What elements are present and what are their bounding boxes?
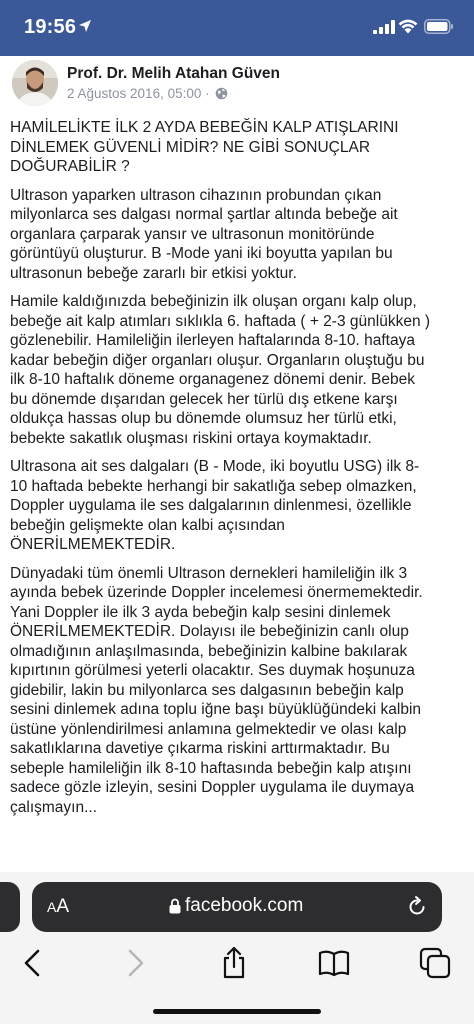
- tabs-icon[interactable]: [417, 945, 453, 981]
- url-text[interactable]: facebook.com: [185, 895, 304, 916]
- post-paragraph: Ultrason yaparken ultrason cihazının probundan çıkan milyonlarca ses dalgası normal şartlar altında bebeğe ait organlara çarparak yansır ve ultrasonun monitöründe görüntüyü oluşturur. B -Mode yani iki boyutta yapılan bu ultrasonun bebeğe zararlı bir etkisi yoktur.: [10, 186, 398, 282]
- share-icon[interactable]: [216, 945, 252, 981]
- post-paragraph: Ultrasona ait ses dalgaları (B - Mode, iki boyutlu USG) ilk 8- 10 haftada bebekte herhangi bir sakatlığa sebep olmazken, Doppler uygulama ile ses dalgalarının dinlenmesi, özellikle bebeğin gelişmekte olan kalbi açısından ÖNERİLMEMEKTEDİR.: [10, 458, 420, 553]
- post-timestamp[interactable]: 2 Ağustos 2016, 05:00 ·: [67, 86, 210, 101]
- post-headline: HAMİLELİKTE İLK 2 AYDA BEBEĞİN KALP ATIŞLARINI DİNLEMEK GÜVENLİ MİDİR? NE GİBİ SONUÇLAR DOĞURABİLİR ?: [10, 119, 399, 175]
- battery-icon: [424, 19, 454, 34]
- avatar-photo-icon: [12, 60, 58, 106]
- browser-bottom-bar: [0, 872, 474, 1024]
- wifi-icon: [398, 19, 418, 34]
- post-body: [10, 118, 466, 826]
- globe-icon: [215, 87, 228, 100]
- post-paragraph: Hamile kaldığınızda bebeğinizin ilk oluşan organı kalp olup, bebeğe ait kalp atımları sıklıkla 6. haftada ( + 2-3 günlükken ) gözlenebilir. Hamileliğin ilerleyen haftalarında 8-10. haftaya kadar bebeğin diğer organları oluşur. Organların oluştuğu bu ilk 8-10 haftalık döneme organagenez dönemi denir. Bebek bu dönemde dışarıdan gelecek her türlü dış etkene karşı oldukça hassas olup bu dönemde olumsuz her türlü etki, bebekte sakatlık oluşması riskini ortaya koymaktadır.: [10, 293, 431, 447]
- author-name[interactable]: Prof. Dr. Melih Atahan Güven: [67, 65, 281, 82]
- previous-tab-stub[interactable]: [0, 882, 20, 932]
- post-meta: [67, 86, 228, 101]
- back-icon[interactable]: [15, 945, 51, 981]
- post-header: [0, 56, 474, 112]
- bookmarks-icon[interactable]: [316, 945, 352, 981]
- reader-options-button[interactable]: AA: [47, 896, 70, 917]
- status-bar: [0, 0, 474, 56]
- avatar[interactable]: [12, 60, 58, 106]
- post-paragraph: Dünyadaki tüm önemli Ultrason dernekleri hamileliğin ilk 3 ayında bebek üzerinde Doppler incelemesi önermemektedir. Yani Doppler ile ilk 3 ayda bebeğin kalp sesini dinlemek ÖNERİLMEMEKTEDİR. Dolayısı ile bebeğinizin canlı olup olmadığının anlaşılmasında, bebeğinizin kalbine bakılarak kıpırtının görülmesi yeterli olacaktır. Ses duymak hoşunuza gidebilir, lakin bu milyonlarca ses dalgasının bebeğin kalp sesini dinlemek adına toplu iğne başı büyüklüğündeki kalbin üstüne yönlendirilmesi anlamına gelmektedir ve olası kalp sakatlıklarına davetiye çıkarma riskini arttırmaktadır. Bu sebeple hamileliğin ilk 8-10 haftasında bebeğin kalp atışını sadece gözle izleyin, sesini Doppler uygulama ile duymaya çalışmayın...: [10, 564, 423, 816]
- signal-icon: [373, 20, 395, 34]
- location-arrow-icon: [78, 19, 92, 33]
- forward-icon[interactable]: [117, 945, 153, 981]
- reload-icon[interactable]: [406, 895, 428, 917]
- lock-icon: [169, 898, 181, 914]
- status-time: 19:56: [24, 16, 77, 38]
- address-bar[interactable]: [32, 882, 442, 932]
- home-indicator: [153, 1009, 321, 1014]
